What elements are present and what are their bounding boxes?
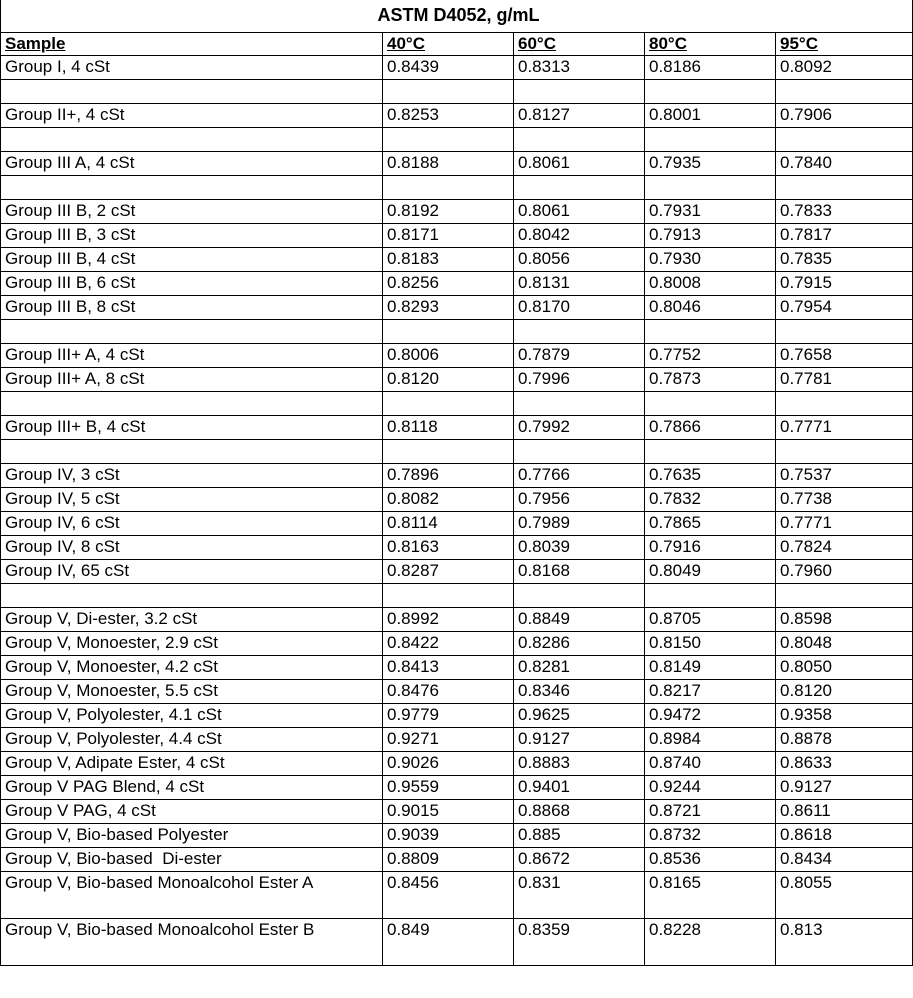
value-95c: 0.7833 xyxy=(776,200,913,224)
header-95c: 95°C xyxy=(776,33,913,56)
value-80c: 0.8149 xyxy=(645,656,776,680)
sample-cell: Group V PAG, 4 cSt xyxy=(1,800,383,824)
table-row xyxy=(1,608,913,632)
sample-cell: Group V, Bio-based Di-ester xyxy=(1,848,383,872)
value-60c: 0.8168 xyxy=(514,560,645,584)
value-60c: 0.8127 xyxy=(514,104,645,128)
table-row xyxy=(1,248,913,272)
table-row xyxy=(1,824,913,848)
value-40c: 0.849 xyxy=(383,919,514,966)
table-row xyxy=(1,800,913,824)
value-60c: 0.8883 xyxy=(514,752,645,776)
value-40c: 0.9271 xyxy=(383,728,514,752)
value-95c: 0.9127 xyxy=(776,776,913,800)
value-40c: 0.8114 xyxy=(383,512,514,536)
value-80c: 0.7866 xyxy=(645,416,776,440)
value-80c: 0.7752 xyxy=(645,344,776,368)
value-60c: 0.8849 xyxy=(514,608,645,632)
value-95c: 0.8120 xyxy=(776,680,913,704)
value-40c: 0.8253 xyxy=(383,104,514,128)
value-80c: 0.8228 xyxy=(645,919,776,966)
value-60c: 0.9401 xyxy=(514,776,645,800)
value-80c: 0.8165 xyxy=(645,872,776,919)
value-80c: 0.8008 xyxy=(645,272,776,296)
table-row xyxy=(1,416,913,440)
value-40c: 0.8439 xyxy=(383,56,514,80)
sample-cell: Group III+ B, 4 cSt xyxy=(1,416,383,440)
value-80c: 0.9472 xyxy=(645,704,776,728)
value-95c: 0.7824 xyxy=(776,536,913,560)
value-95c: 0.7817 xyxy=(776,224,913,248)
table-row xyxy=(1,512,913,536)
sample-cell: Group I, 4 cSt xyxy=(1,56,383,80)
value-40c: 0.8192 xyxy=(383,200,514,224)
value-40c: 0.8188 xyxy=(383,152,514,176)
table-row xyxy=(1,872,913,919)
sample-cell: Group V, Monoester, 4.2 cSt xyxy=(1,656,383,680)
value-80c: 0.8740 xyxy=(645,752,776,776)
table-row xyxy=(1,680,913,704)
value-60c: 0.8286 xyxy=(514,632,645,656)
value-95c: 0.8598 xyxy=(776,608,913,632)
sample-cell: Group V, Di-ester, 3.2 cSt xyxy=(1,608,383,632)
value-40c: 0.8456 xyxy=(383,872,514,919)
value-95c: 0.8048 xyxy=(776,632,913,656)
sample-cell: Group III B, 3 cSt xyxy=(1,224,383,248)
sample-cell: Group V PAG Blend, 4 cSt xyxy=(1,776,383,800)
value-60c: 0.7992 xyxy=(514,416,645,440)
value-80c: 0.7931 xyxy=(645,200,776,224)
value-80c: 0.7635 xyxy=(645,464,776,488)
spacer-row xyxy=(1,80,913,104)
value-40c: 0.8163 xyxy=(383,536,514,560)
value-95c: 0.7537 xyxy=(776,464,913,488)
value-40c: 0.9026 xyxy=(383,752,514,776)
value-95c: 0.8633 xyxy=(776,752,913,776)
spacer-row xyxy=(1,320,913,344)
table-row xyxy=(1,632,913,656)
table-row xyxy=(1,848,913,872)
sample-cell: Group III B, 2 cSt xyxy=(1,200,383,224)
value-60c: 0.8131 xyxy=(514,272,645,296)
table-row xyxy=(1,728,913,752)
value-40c: 0.8413 xyxy=(383,656,514,680)
table-row xyxy=(1,344,913,368)
value-80c: 0.8732 xyxy=(645,824,776,848)
value-80c: 0.8705 xyxy=(645,608,776,632)
value-95c: 0.7738 xyxy=(776,488,913,512)
header-sample: Sample xyxy=(1,33,383,56)
table-row xyxy=(1,488,913,512)
value-60c: 0.8056 xyxy=(514,248,645,272)
value-60c: 0.7989 xyxy=(514,512,645,536)
value-60c: 0.8868 xyxy=(514,800,645,824)
spacer-row xyxy=(1,128,913,152)
sample-cell: Group V, Monoester, 5.5 cSt xyxy=(1,680,383,704)
value-95c: 0.8434 xyxy=(776,848,913,872)
value-95c: 0.8611 xyxy=(776,800,913,824)
value-40c: 0.9015 xyxy=(383,800,514,824)
table-row xyxy=(1,776,913,800)
value-60c: 0.9625 xyxy=(514,704,645,728)
value-95c: 0.8050 xyxy=(776,656,913,680)
value-40c: 0.8118 xyxy=(383,416,514,440)
spacer-row xyxy=(1,584,913,608)
value-40c: 0.9039 xyxy=(383,824,514,848)
table-row xyxy=(1,704,913,728)
value-60c: 0.7766 xyxy=(514,464,645,488)
value-60c: 0.8346 xyxy=(514,680,645,704)
value-80c: 0.8536 xyxy=(645,848,776,872)
sample-cell: Group III B, 8 cSt xyxy=(1,296,383,320)
value-95c: 0.7771 xyxy=(776,512,913,536)
sample-cell: Group V, Bio-based Polyester xyxy=(1,824,383,848)
sample-cell: Group IV, 3 cSt xyxy=(1,464,383,488)
value-40c: 0.7896 xyxy=(383,464,514,488)
table-row xyxy=(1,104,913,128)
value-60c: 0.7956 xyxy=(514,488,645,512)
value-80c: 0.8046 xyxy=(645,296,776,320)
value-80c: 0.7935 xyxy=(645,152,776,176)
value-60c: 0.831 xyxy=(514,872,645,919)
value-80c: 0.7832 xyxy=(645,488,776,512)
value-40c: 0.8476 xyxy=(383,680,514,704)
value-95c: 0.813 xyxy=(776,919,913,966)
value-40c: 0.8287 xyxy=(383,560,514,584)
value-95c: 0.7781 xyxy=(776,368,913,392)
sample-cell: Group V, Polyolester, 4.4 cSt xyxy=(1,728,383,752)
value-95c: 0.9358 xyxy=(776,704,913,728)
table-row xyxy=(1,200,913,224)
value-60c: 0.8061 xyxy=(514,200,645,224)
value-80c: 0.7916 xyxy=(645,536,776,560)
value-80c: 0.7913 xyxy=(645,224,776,248)
spacer-row xyxy=(1,176,913,200)
value-95c: 0.7954 xyxy=(776,296,913,320)
table-row xyxy=(1,56,913,80)
value-40c: 0.9559 xyxy=(383,776,514,800)
sample-cell: Group IV, 5 cSt xyxy=(1,488,383,512)
header-60c: 60°C xyxy=(514,33,645,56)
table-row xyxy=(1,560,913,584)
value-95c: 0.7771 xyxy=(776,416,913,440)
value-60c: 0.8061 xyxy=(514,152,645,176)
table-row xyxy=(1,368,913,392)
table-row xyxy=(1,752,913,776)
sample-cell: Group V, Monoester, 2.9 cSt xyxy=(1,632,383,656)
header-80c: 80°C xyxy=(645,33,776,56)
value-95c: 0.7915 xyxy=(776,272,913,296)
spacer-row xyxy=(1,392,913,416)
value-60c: 0.8359 xyxy=(514,919,645,966)
value-40c: 0.8006 xyxy=(383,344,514,368)
value-80c: 0.7930 xyxy=(645,248,776,272)
table-row xyxy=(1,656,913,680)
table-row xyxy=(1,224,913,248)
sample-cell: Group II+, 4 cSt xyxy=(1,104,383,128)
table-row xyxy=(1,464,913,488)
sample-cell: Group IV, 6 cSt xyxy=(1,512,383,536)
sample-cell: Group V, Bio-based Monoalcohol Ester A xyxy=(1,872,383,919)
value-80c: 0.8721 xyxy=(645,800,776,824)
value-95c: 0.8618 xyxy=(776,824,913,848)
value-80c: 0.8984 xyxy=(645,728,776,752)
value-95c: 0.8055 xyxy=(776,872,913,919)
value-40c: 0.8082 xyxy=(383,488,514,512)
sample-cell: Group V, Adipate Ester, 4 cSt xyxy=(1,752,383,776)
value-80c: 0.8186 xyxy=(645,56,776,80)
value-80c: 0.8049 xyxy=(645,560,776,584)
sample-cell: Group III+ A, 8 cSt xyxy=(1,368,383,392)
sample-cell: Group IV, 8 cSt xyxy=(1,536,383,560)
value-60c: 0.7996 xyxy=(514,368,645,392)
value-95c: 0.8878 xyxy=(776,728,913,752)
table-row xyxy=(1,152,913,176)
value-60c: 0.7879 xyxy=(514,344,645,368)
value-80c: 0.7865 xyxy=(645,512,776,536)
value-60c: 0.8313 xyxy=(514,56,645,80)
sample-cell: Group IV, 65 cSt xyxy=(1,560,383,584)
spacer-row xyxy=(1,440,913,464)
value-60c: 0.8672 xyxy=(514,848,645,872)
header-40c: 40°C xyxy=(383,33,514,56)
value-40c: 0.8120 xyxy=(383,368,514,392)
sample-cell: Group III A, 4 cSt xyxy=(1,152,383,176)
value-80c: 0.9244 xyxy=(645,776,776,800)
value-95c: 0.7840 xyxy=(776,152,913,176)
value-95c: 0.7960 xyxy=(776,560,913,584)
sample-cell: Group III B, 4 cSt xyxy=(1,248,383,272)
value-40c: 0.8992 xyxy=(383,608,514,632)
value-40c: 0.8183 xyxy=(383,248,514,272)
table-row xyxy=(1,296,913,320)
value-80c: 0.8217 xyxy=(645,680,776,704)
value-60c: 0.8042 xyxy=(514,224,645,248)
value-60c: 0.885 xyxy=(514,824,645,848)
value-80c: 0.7873 xyxy=(645,368,776,392)
value-60c: 0.8039 xyxy=(514,536,645,560)
value-80c: 0.8001 xyxy=(645,104,776,128)
table-title: ASTM D4052, g/mL xyxy=(1,0,913,33)
value-60c: 0.9127 xyxy=(514,728,645,752)
value-40c: 0.8293 xyxy=(383,296,514,320)
value-95c: 0.7658 xyxy=(776,344,913,368)
value-40c: 0.8422 xyxy=(383,632,514,656)
table-row xyxy=(1,919,913,966)
value-60c: 0.8170 xyxy=(514,296,645,320)
value-60c: 0.8281 xyxy=(514,656,645,680)
table-row xyxy=(1,272,913,296)
value-40c: 0.9779 xyxy=(383,704,514,728)
sample-cell: Group III+ A, 4 cSt xyxy=(1,344,383,368)
value-95c: 0.8092 xyxy=(776,56,913,80)
sample-cell: Group V, Bio-based Monoalcohol Ester B xyxy=(1,919,383,966)
table-row xyxy=(1,536,913,560)
value-80c: 0.8150 xyxy=(645,632,776,656)
sample-cell: Group III B, 6 cSt xyxy=(1,272,383,296)
value-95c: 0.7835 xyxy=(776,248,913,272)
value-40c: 0.8256 xyxy=(383,272,514,296)
value-40c: 0.8171 xyxy=(383,224,514,248)
value-40c: 0.8809 xyxy=(383,848,514,872)
value-95c: 0.7906 xyxy=(776,104,913,128)
sample-cell: Group V, Polyolester, 4.1 cSt xyxy=(1,704,383,728)
